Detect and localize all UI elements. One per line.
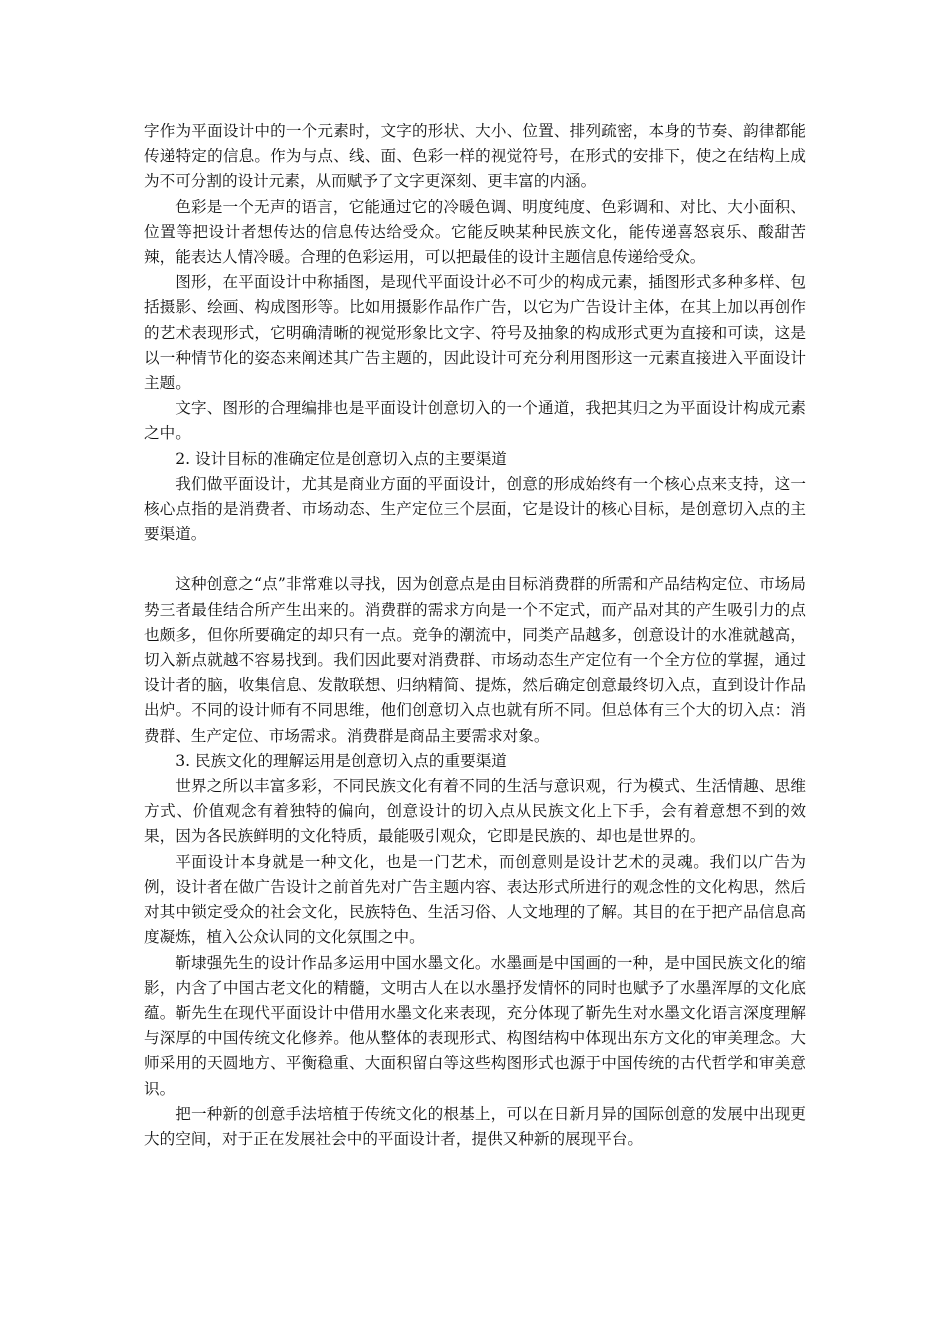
section-heading-2: 2. 设计目标的准确定位是创意切入点的主要渠道 — [175, 449, 507, 468]
paragraph-creative-point: 这种创意之“点”非常难以寻找，因为创意点是由目标消费群的所需和产品结构定位、市场局势三者最佳结合所产生出来的。消费群的需求方向是一个不定式，而产品对其的产生吸引力的点也颇多，但你所要确定的却只有一点。竞争的潮流中，同类产品越多，创意设计的水准就越高，切入新点就越不容易找到。我们因此要对消费群、市场动态生产定位有一个全方位的掌握，通过设计者的脑，收集信息、发散联想、归纳精简、提炼，然后确定创意最终切入点，直到设计作品出炉。不同的设计师有不同思维，他们创意切入点也就有所不同。但总体有三个大的切入点：消费群、生产定位、市场需求。消费群是商品主要需求对象。 — [144, 575, 806, 745]
paragraph-layout: 文字、图形的合理编排也是平面设计创意切入的一个通道，我把其归之为平面设计构成元素之中。 — [144, 399, 806, 443]
paragraph-design-target: 我们做平面设计，尤其是商业方面的平面设计，创意的形成始终有一个核心点来支持，这一核心点指的是消费者、市场动态、生产定位三个层面，它是设计的核心目标，是创意切入点的主要渠道。 — [144, 474, 806, 544]
paragraph-national-culture: 世界之所以丰富多彩，不同民族文化有着不同的生活与意识观，行为模式、生活情趣、思维方式、价值观念有着独特的偏向，创意设计的切入点从民族文化上下手，会有着意想不到的效果，因为各民族鲜明的文化特质，最能吸引观众，它即是民族的、却也是世界的。 — [144, 777, 806, 846]
paragraph-ink-culture: 靳埭强先生的设计作品多运用中国水墨文化。水墨画是中国画的一种，是中国民族文化的缩影，内含了中国古老文化的精髓，文明古人在以水墨抒发情怀的同时也赋予了水墨浑厚的文化底蕴。靳先生在现代平面设计中借用水墨文化来表现，充分体现了靳先生对水墨文化语言深度理解与深厚的中国传统文化修养。他从整体的表现形式、构图结构中体现出东方文化的审美理念。大师采用的天圆地方、平衡稳重、大面积留白等这些构图形式也源于中国传统的古代哲学和审美意识。 — [144, 953, 806, 1098]
section-heading-3: 3. 民族文化的理解运用是创意切入点的重要渠道 — [175, 751, 507, 770]
paragraph-design-as-culture: 平面设计本身就是一种文化，也是一门艺术，而创意则是设计艺术的灵魂。我们以广告为例，设计者在做广告设计之前首先对广告主题内容、表达形式所进行的观念性的文化构思，然后对其中锁定受众的社会文化，民族特色、生活习俗、人文地理的了解。其目的在于把产品信息高度凝炼，植入公众认同的文化氛围之中。 — [144, 852, 806, 947]
paragraph-text-elements: 字作为平面设计中的一个元素时，文字的形状、大小、位置、排列疏密，本身的节奏、韵律都能传递特定的信息。作为与点、线、面、色彩一样的视觉符号，在形式的安排下，使之在结构上成为不可分割的设计元素，从而赋予了文字更深刻、更丰富的内涵。 — [144, 122, 806, 191]
document-body — [144, 119, 806, 1152]
paragraph-conclusion: 把一种新的创意手法培植于传统文化的根基上，可以在日新月异的国际创意的发展中出现更大的空间，对于正在发展社会中的平面设计者，提供又种新的展现平台。 — [144, 1104, 806, 1148]
blank-line — [144, 547, 806, 572]
paragraph-graphics: 图形，在平面设计中称插图，是现代平面设计必不可少的构成元素，插图形式多种多样、包括摄影、绘画、构成图形等。比如用摄影作品作广告，以它为广告设计主体，在其上加以再创作的艺术表现形式，它明确清晰的视觉形象比文字、符号及抽象的构成形式更为直接和可读，这是以一种情节化的姿态来阐述其广告主题的，因此设计可充分利用图形这一元素直接进入平面设计主题。 — [144, 273, 806, 393]
paragraph-color: 色彩是一个无声的语言，它能通过它的冷暖色调、明度纯度、色彩调和、对比、大小面积、位置等把设计者想传达的信息传达给受众。它能反映某种民族文化，能传递喜怒哀乐、酸甜苦辣，能表达人情冷暖。合理的色彩运用，可以把最佳的设计主题信息传递给受众。 — [144, 197, 806, 267]
